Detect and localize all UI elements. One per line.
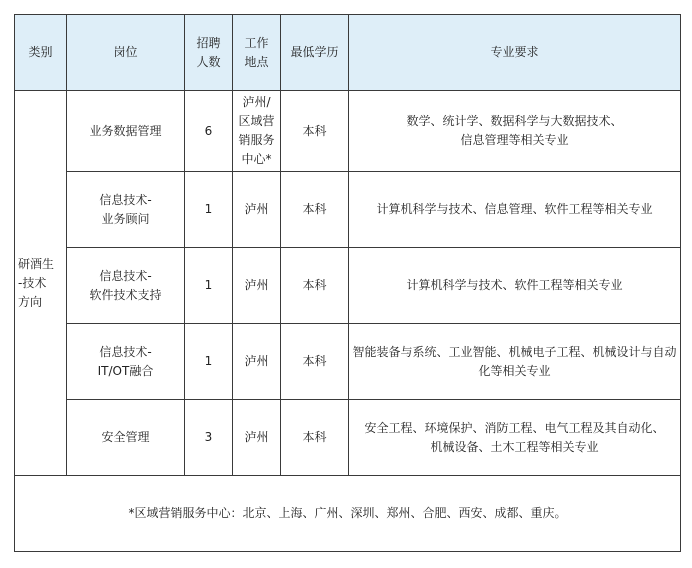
location-cell — [233, 324, 281, 400]
location-line: 泸州 — [244, 354, 269, 368]
location-cell — [233, 172, 281, 248]
education-cell: 本科 — [281, 91, 349, 172]
education-cell: 本科 — [281, 400, 349, 476]
position-line: 业务顾问 — [101, 211, 150, 226]
header-location-line: 地点 — [244, 54, 269, 69]
location-cell — [233, 248, 281, 324]
major-cell — [349, 248, 681, 324]
header-education: 最低学历 — [281, 15, 349, 91]
count-cell: 1 — [185, 248, 233, 324]
major-line: 计算机科学与技术、信息管理、软件工程等相关专业 — [376, 202, 653, 216]
position-line: 信息技术- — [99, 192, 152, 207]
header-category: 类别 — [15, 15, 67, 91]
category-line: 研酒生 — [18, 256, 55, 271]
position-line: 业务数据管理 — [89, 123, 162, 138]
count-cell: 1 — [185, 324, 233, 400]
table-row — [15, 248, 681, 324]
header-count — [185, 15, 233, 91]
location-cell — [233, 91, 281, 172]
recruitment-table — [14, 14, 681, 552]
major-line: 化等相关专业 — [478, 363, 551, 378]
header-major: 专业要求 — [349, 15, 681, 91]
header-position: 岗位 — [67, 15, 185, 91]
major-line: 智能装备与系统、工业智能、机械电子工程、机械设计与自动 — [352, 344, 677, 359]
education-cell: 本科 — [281, 248, 349, 324]
header-count-line: 人数 — [196, 54, 221, 69]
table-row — [15, 172, 681, 248]
category-line: -技术 — [18, 275, 47, 290]
position-cell — [67, 91, 185, 172]
location-line: 泸州/ — [242, 95, 271, 109]
location-line: 泸州 — [244, 430, 269, 444]
education-cell: 本科 — [281, 172, 349, 248]
header-count-line: 招聘 — [196, 35, 221, 50]
major-cell — [349, 324, 681, 400]
count-cell: 1 — [185, 172, 233, 248]
major-line: 数学、统计学、数据科学与大数据技术、 — [406, 114, 623, 128]
location-line: 泸州 — [244, 278, 269, 292]
note-row — [15, 476, 681, 552]
position-line: IT/OT融合 — [97, 363, 154, 378]
header-location-line: 工作 — [244, 35, 269, 50]
major-cell — [349, 91, 681, 172]
major-cell — [349, 400, 681, 476]
category-cell — [15, 91, 67, 476]
location-line: 区域营 — [238, 114, 275, 128]
education-cell: 本科 — [281, 324, 349, 400]
position-line: 软件技术支持 — [89, 287, 162, 302]
count-cell: 3 — [185, 400, 233, 476]
major-line: 信息管理等相关专业 — [460, 133, 569, 147]
header-location — [233, 15, 281, 91]
position-line: 信息技术- — [99, 268, 152, 283]
major-cell — [349, 172, 681, 248]
header-row — [15, 15, 681, 91]
location-line: 中心* — [241, 152, 272, 166]
major-line: 计算机科学与技术、软件工程等相关专业 — [406, 278, 623, 292]
position-line: 安全管理 — [101, 430, 150, 444]
position-line: 信息技术- — [99, 344, 152, 359]
table-row — [15, 400, 681, 476]
footnote: *区域营销服务中心：北京、上海、广州、深圳、郑州、合肥、西安、成都、重庆。 — [15, 476, 681, 552]
location-cell — [233, 400, 281, 476]
table-row — [15, 324, 681, 400]
category-line: 方向 — [18, 294, 43, 309]
table-row — [15, 91, 681, 172]
position-cell — [67, 172, 185, 248]
location-line: 泸州 — [244, 202, 269, 216]
position-cell — [67, 400, 185, 476]
position-cell — [67, 324, 185, 400]
location-line: 销服务 — [238, 133, 275, 147]
count-cell: 6 — [185, 91, 233, 172]
position-cell — [67, 248, 185, 324]
major-line: 安全工程、环境保护、消防工程、电气工程及其自动化、 — [364, 420, 665, 435]
major-line: 机械设备、土木工程等相关专业 — [430, 439, 599, 454]
